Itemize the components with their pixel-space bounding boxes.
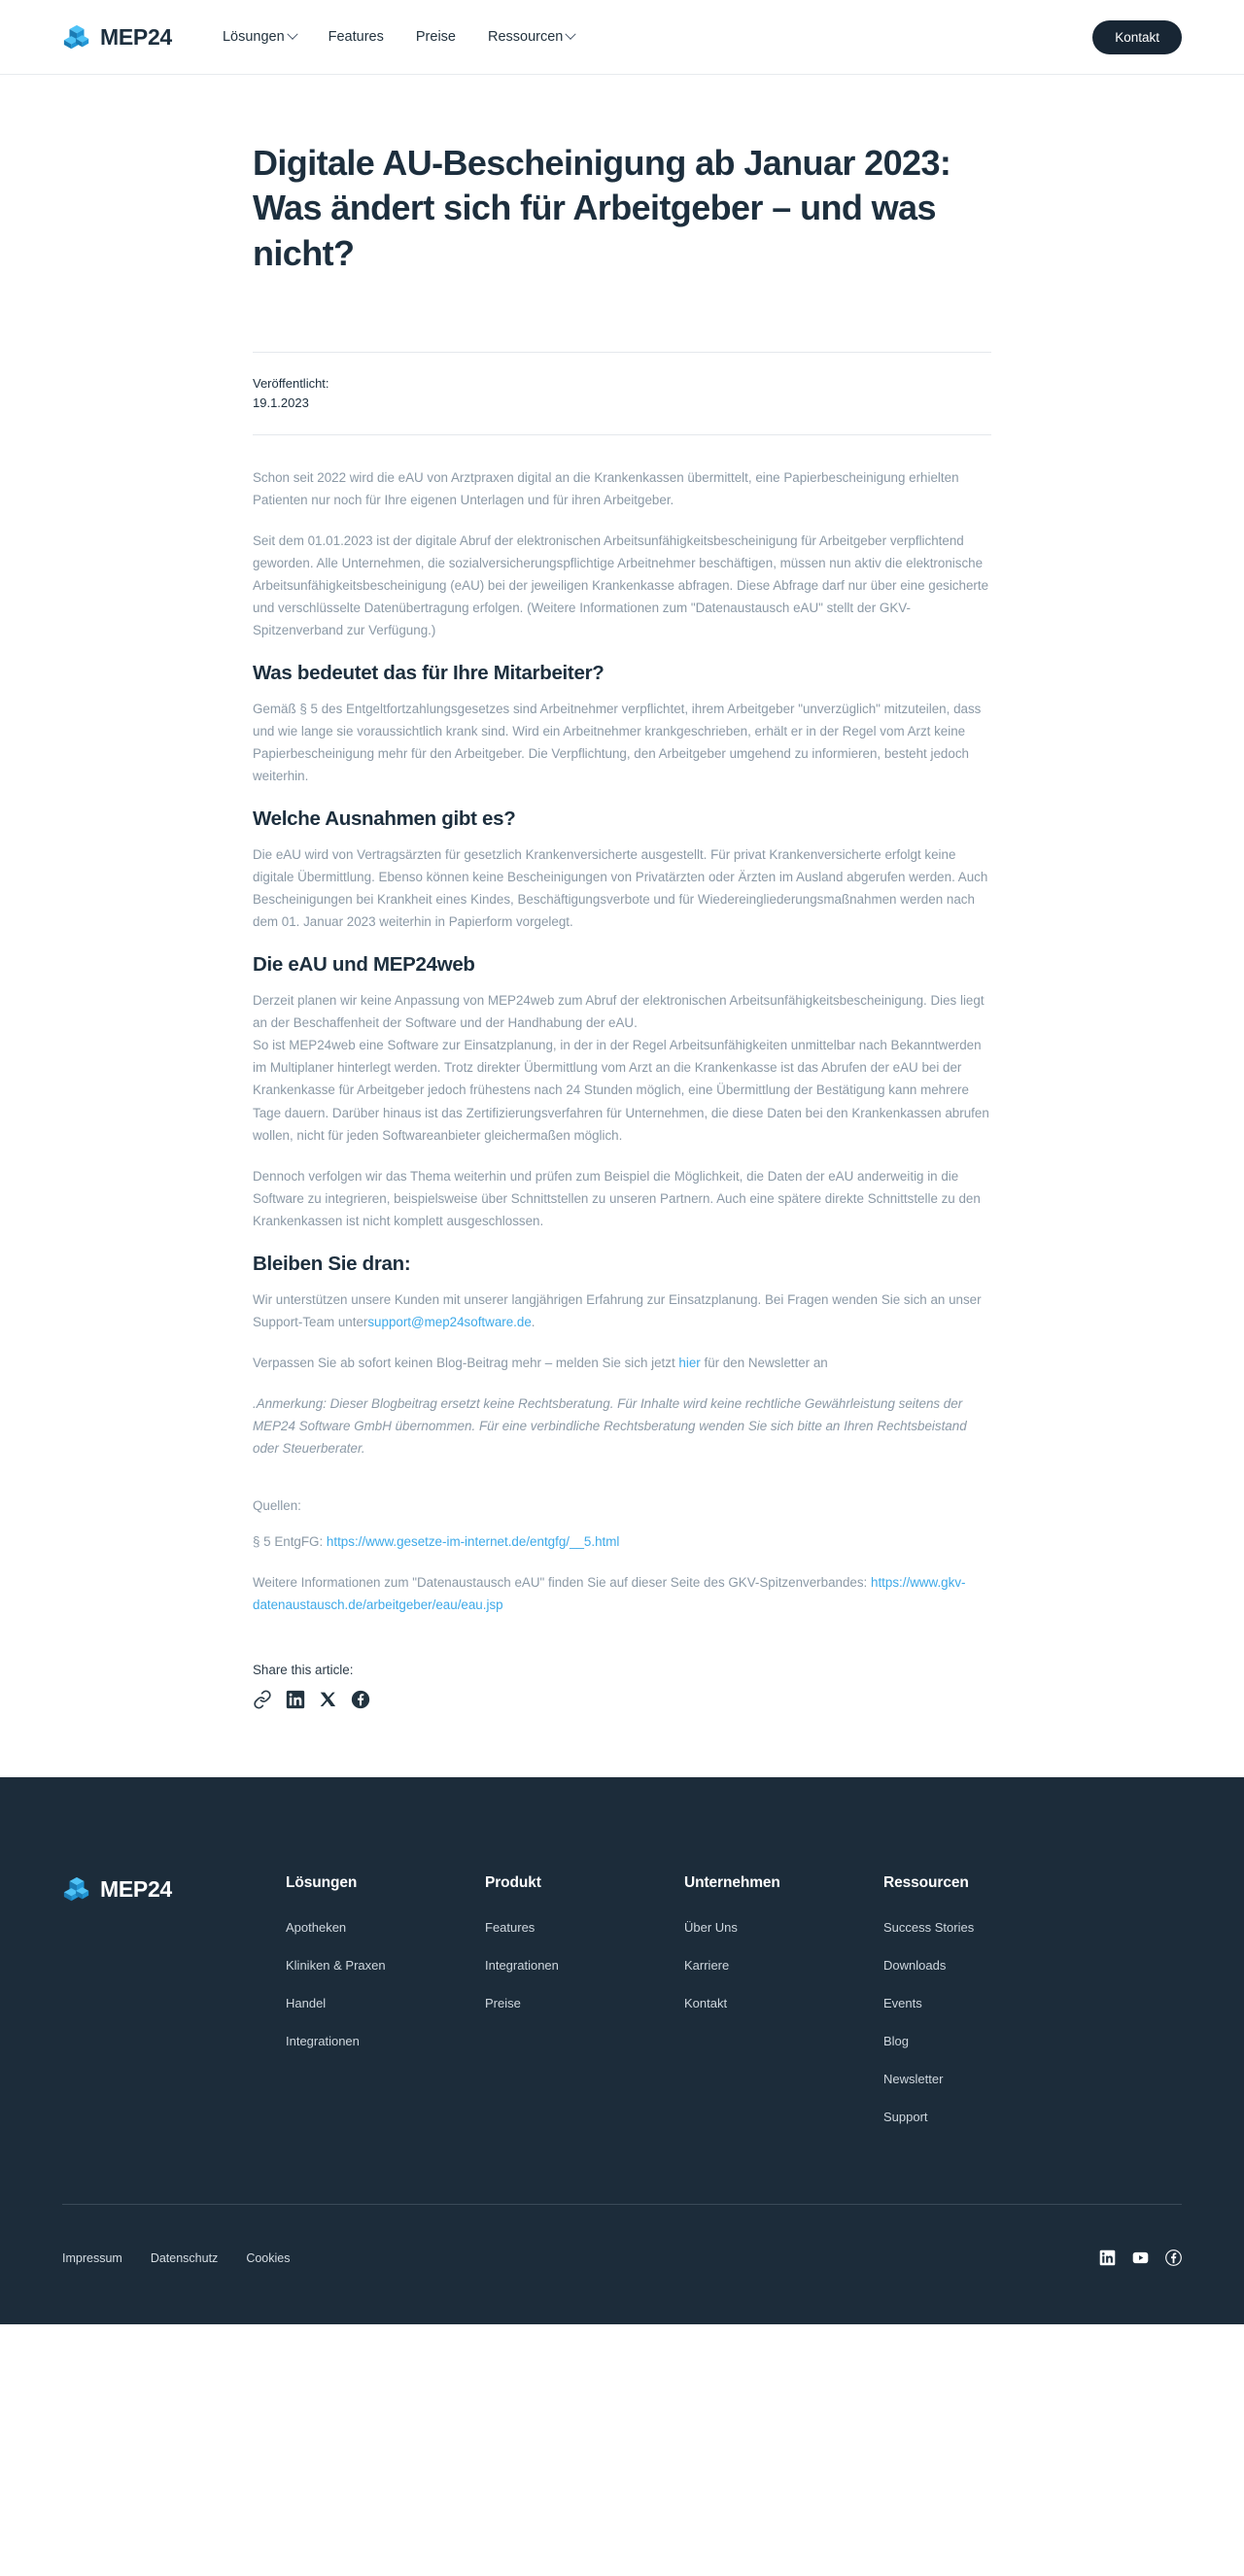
chevron-down-icon — [566, 29, 576, 40]
published-label: Veröffentlicht: — [253, 376, 329, 392]
footer-brand[interactable] — [62, 1874, 286, 2147]
footer-link-preise[interactable]: Preise — [485, 1996, 521, 2011]
support-email-link[interactable]: support@mep24software.de — [367, 1314, 532, 1329]
share-block — [253, 1663, 991, 1709]
published-date: 19.1.2023 — [253, 395, 309, 411]
mep24-cubes-logo-icon — [62, 22, 91, 52]
nav-item-label: Preise — [415, 29, 456, 45]
section-paragraph: Dennoch verfolgen wir das Thema weiterhin und prüfen zum Beispiel die Möglichkeit, die Daten der eAU anderweitig in die Software zu integrieren, beispielsweise über Schnittstellen zu unseren Partnern. Auch eine spätere direkte Schnittstelle zu den Krankenkassen ist nicht komplett ausgeschlossen. — [253, 1168, 981, 1228]
nav-item-preise[interactable] — [416, 29, 456, 45]
footer-column-title: Produkt — [485, 1874, 541, 1892]
footer-column-title: Lösungen — [286, 1874, 358, 1892]
nav-item-label: Ressourcen — [487, 29, 564, 45]
facebook-icon[interactable] — [351, 1690, 370, 1709]
nav-item-loesungen[interactable] — [223, 29, 296, 45]
source-prefix: Weitere Informationen zum "Datenaustausch eAU" finden Sie auf dieser Seite des GKV-Spitzenverbandes: — [253, 1575, 871, 1591]
footer-social-icons — [1099, 2250, 1182, 2266]
section-heading-mitarbeiter: Was bedeutet das für Ihre Mitarbeiter? — [253, 661, 605, 684]
section-heading-mep24web: Die eAU und MEP24web — [253, 953, 475, 977]
footer-link-downloads[interactable]: Downloads — [883, 1958, 947, 1974]
site-header — [0, 0, 1244, 75]
footer-link-success-stories[interactable]: Success Stories — [883, 1920, 975, 1936]
article-meta — [253, 352, 991, 434]
footer-link-columns — [286, 1874, 1182, 2147]
newsletter-text-before: Verpassen Sie ab sofort keinen Blog-Beitrag mehr – melden Sie sich jetzt — [253, 1355, 679, 1370]
footer-link-blog[interactable]: Blog — [883, 2034, 910, 2049]
section-paragraph: Gemäß § 5 des Entgeltfortzahlungsgesetzes sind Arbeitnehmer verpflichtet, ihrem Arbeitgeber "unverzüglich" mitzuteilen, dass und wie lange sie voraussichtlich krank sind. Wird ein Arbeitnehmer krankgeschrieben, erhält er in der Regel vom Arzt keine Papierbescheinigung mehr für den Arbeitgeber. Die Verpflichtung, den Arbeitgeber umgehend zu informieren, besteht jedoch weiterhin. — [253, 701, 982, 784]
youtube-icon[interactable] — [1132, 2250, 1149, 2266]
support-text-before: Wir unterstützen unsere Kunden mit unserer langjährigen Erfahrung zur Einsatzplanung. Bei Fragen wenden Sie sich an unser Support-Team unter — [253, 1291, 982, 1329]
legal-links — [62, 2251, 290, 2265]
copy-link-icon[interactable] — [253, 1690, 272, 1709]
nav-item-label: Features — [328, 29, 384, 45]
footer-link-integrationen[interactable]: Integrationen — [485, 1958, 559, 1974]
share-label: Share this article: — [253, 1663, 354, 1678]
site-footer — [0, 1777, 1244, 2324]
footer-link-kontakt[interactable]: Kontakt — [684, 1996, 728, 2011]
support-paragraph — [253, 1288, 991, 1333]
footer-column-loesungen — [286, 1874, 485, 2147]
brand-name: MEP24 — [100, 23, 172, 50]
x-twitter-icon[interactable] — [319, 1691, 337, 1709]
footer-brand-name: MEP24 — [100, 1875, 172, 1902]
mep24-cubes-logo-icon — [62, 1874, 91, 1904]
facebook-icon[interactable] — [1165, 2250, 1182, 2266]
footer-link-ueber-uns[interactable]: Über Uns — [684, 1920, 738, 1936]
section-heading-ausnahmen: Welche Ausnahmen gibt es? — [253, 807, 516, 831]
nav-item-label: Lösungen — [222, 29, 285, 45]
source-prefix: § 5 EntgFG: — [253, 1534, 327, 1550]
footer-link-features[interactable]: Features — [485, 1920, 536, 1936]
support-text-after: . — [531, 1314, 536, 1329]
nav-item-ressourcen[interactable] — [488, 29, 574, 45]
source-link[interactable]: https://www.gesetze-im-internet.de/entgfg/__5.html — [326, 1534, 620, 1550]
sources-block — [253, 1498, 991, 1616]
footer-link-karriere[interactable]: Karriere — [684, 1958, 730, 1974]
footer-column-ressourcen — [883, 1874, 1083, 2147]
intro-paragraph: Seit dem 01.01.2023 ist der digitale Abruf der elektronischen Arbeitsunfähigkeitsbescheinigung für Arbeitgeber verpflichtend geworden. Alle Unternehmen, die sozialversicherungspflichtige Arbeitnehmer beschäftigen, müssen nun aktiv die elektronische Arbeitsunfähigkeitsbescheinigung (eAU) bei der jeweiligen Krankenkasse abfragen. Diese Abfrage darf nur über eine gesicherte und verschlüsselte Datenübertragung erfolgen. (Weitere Informationen zum "Datenaustausch eAU" stellt der GKV-Spitzenverband zur Verfügung.) — [253, 532, 989, 637]
newsletter-paragraph — [253, 1352, 991, 1374]
kontakt-button[interactable]: Kontakt — [1092, 20, 1182, 54]
footer-link-integrationen[interactable]: Integrationen — [286, 2034, 360, 2049]
article-main — [0, 75, 1244, 1777]
chevron-down-icon — [287, 29, 297, 40]
linkedin-icon[interactable] — [286, 1690, 305, 1709]
main-navigation — [223, 29, 574, 45]
footer-column-produkt — [485, 1874, 684, 2147]
newsletter-link[interactable]: hier — [678, 1355, 701, 1370]
section-paragraph: So ist MEP24web eine Software zur Einsatzplanung, in der in der Regel Arbeitsunfähigkeiten unmittelbar nach Bekanntwerden im Multiplaner hinterlegt werden. Trotz direkter Übermittlung vom Arzt an die Krankenkasse ist das Abrufen der eAU bei der Krankenkasse für Arbeitgeber jedoch frühestens nach 24 Stunden möglich, eine Übermittlung der Bestätigung kann mehrere Tage dauern. Darüber hinaus ist das Zertifizierungsverfahren für Unternehmen, die diese Daten bei den Krankenkassen abrufen wollen, nicht für jeden Softwareanbieter gleichermaßen möglich. — [253, 1038, 989, 1143]
footer-column-title: Unternehmen — [684, 1874, 780, 1892]
source-item — [253, 1571, 991, 1616]
section-paragraph: Derzeit planen wir keine Anpassung von MEP24web zum Abruf der elektronischen Arbeitsunfähigkeitsbescheinigung. Dies liegt an der Beschaffenheit der Software und der Handhabung der eAU. — [253, 993, 985, 1031]
sources-title: Quellen: — [253, 1498, 301, 1514]
footer-link-kliniken-praxen[interactable]: Kliniken & Praxen — [286, 1958, 386, 1974]
share-icon-list — [253, 1690, 991, 1709]
source-item — [253, 1530, 991, 1553]
footer-column-title: Ressourcen — [883, 1874, 969, 1892]
section-paragraph: Die eAU wird von Vertragsärzten für gesetzlich Krankenversicherte ausgestellt. Für privat Krankenversicherte erfolgt keine digitale Übermittlung. Ebenso können keine Bescheinigungen von Privatärzten oder Ärzten im Ausland abgerufen werden. Auch Bescheinigungen bei Krankheit eines Kindes, Beschäftigungsverbote und für Wiedereingliederungsmaßnahmen werden nach dem 01. Januar 2023 weiterhin in Papierform vorgelegt. — [253, 847, 988, 930]
footer-link-handel[interactable]: Handel — [286, 1996, 327, 2011]
source-link[interactable]: https://www.gkv-datenaustausch.de/arbeitgeber/eau/eau.jsp — [253, 1575, 966, 1613]
legal-link-datenschutz[interactable]: Datenschutz — [150, 2250, 219, 2265]
legal-link-impressum[interactable]: Impressum — [62, 2250, 122, 2265]
section-heading-bleiben-sie-dran: Bleiben Sie dran: — [253, 1252, 411, 1275]
newsletter-text-after: für den Newsletter an — [700, 1355, 828, 1370]
footer-link-support[interactable]: Support — [883, 2110, 928, 2125]
linkedin-icon[interactable] — [1099, 2250, 1116, 2266]
legal-disclaimer: .Anmerkung: Dieser Blogbeitrag ersetzt keine Rechtsberatung. Für Inhalte wird keine rechtliche Gewährleistung seitens der MEP24 Software GmbH übernommen. Für eine verbindliche Rechtsberatung wenden Sie sich bitte an Ihren Rechtsbeistand oder Steuerberater. — [253, 1395, 967, 1456]
nav-item-features[interactable] — [328, 29, 384, 45]
footer-link-apotheken[interactable]: Apotheken — [286, 1920, 347, 1936]
legal-link-cookies[interactable]: Cookies — [246, 2250, 291, 2265]
footer-link-events[interactable]: Events — [883, 1996, 922, 2011]
footer-column-unternehmen — [684, 1874, 883, 2147]
page-title: Digitale AU-Bescheinigung ab Januar 2023: Was ändert sich für Arbeitgeber – und was nicht? — [253, 143, 951, 273]
intro-paragraph: Schon seit 2022 wird die eAU von Arztpraxen digital an die Krankenkassen übermittelt, eine Papierbescheinigung erhielten Patienten nur noch für Ihre eigenen Unterlagen und für ihren Arbeitgeber. — [253, 469, 959, 507]
article-body — [253, 435, 991, 1710]
footer-link-newsletter[interactable]: Newsletter — [883, 2072, 944, 2087]
brand-logo-link[interactable] — [62, 22, 172, 52]
